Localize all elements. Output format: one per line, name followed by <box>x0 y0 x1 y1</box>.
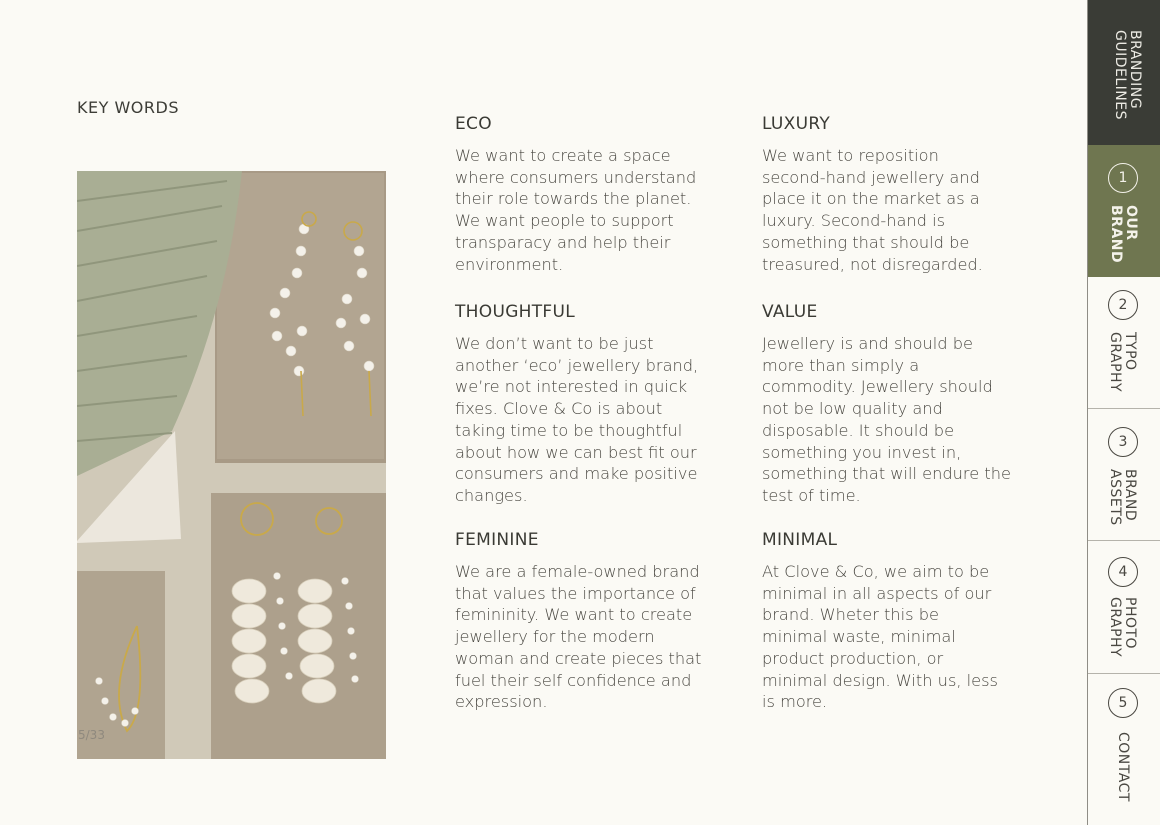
keyword-text: Jewellery is and should be more than simply a commodity. Jewellery should not be low quality and disposable. It should be something you invest in, something that will endure the test of time. <box>762 334 1011 505</box>
tab-label: BRAND ASSETS <box>1107 469 1138 526</box>
tab-typography[interactable] <box>1088 277 1160 409</box>
tab-number-circle: 4 <box>1108 557 1138 587</box>
keyword-title: LUXURY <box>762 114 831 134</box>
tab-label: OUR BRAND <box>1108 205 1139 264</box>
keyword-title: ECO <box>455 114 492 134</box>
sidebar-nav <box>1087 0 1160 825</box>
tab-label: TYPO GRAPHY <box>1107 332 1138 393</box>
keyword-minimal <box>762 530 1022 713</box>
tab-label: CONTACT <box>1115 732 1131 802</box>
tab-contact[interactable] <box>1088 674 1160 825</box>
keyword-text: We don’t want to be just another ‘eco’ jewellery brand, we’re not interested in quick fixes. Clove & Co is about taking time to be thoughtful about how we can best fit our consumers and make positive changes. <box>455 334 699 505</box>
tab-photography[interactable] <box>1088 541 1160 674</box>
keyword-eco <box>455 114 715 275</box>
keyword-text: At Clove & Co, we aim to be minimal in all aspects of our brand. Wheter this be minimal waste, minimal product production, or minimal design. With us, less is more. <box>762 562 998 712</box>
brand-label: BRANDING GUIDELINES <box>1112 30 1143 120</box>
keyword-title: MINIMAL <box>762 530 838 550</box>
tab-number-circle: 2 <box>1108 290 1138 320</box>
keyword-thoughtful <box>455 302 715 507</box>
keyword-text: We want to reposition second-hand jewellery and place it on the market as a luxury. Second-hand is something that should be treasured, not disregarded. <box>762 146 983 274</box>
tab-label: PHOTO GRAPHY <box>1107 597 1138 658</box>
keyword-title: VALUE <box>762 302 818 322</box>
keyword-luxury <box>762 114 1022 275</box>
tab-our-brand[interactable] <box>1088 145 1160 277</box>
keyword-feminine <box>455 530 715 713</box>
keyword-text: We are a female-owned brand that values the importance of femininity. We want to create jewellery for the modern woman and create pieces that fuel their self confidence and expression. <box>455 562 702 712</box>
tab-number-circle: 5 <box>1108 688 1138 718</box>
keyword-title: THOUGHTFUL <box>455 302 576 322</box>
tab-number-circle: 3 <box>1108 427 1138 457</box>
keyword-title: FEMININE <box>455 530 539 550</box>
page-number: 5/33 <box>78 728 105 742</box>
jewellery-photo <box>77 171 386 759</box>
keyword-value <box>762 302 1022 507</box>
tab-number-circle: 1 <box>1108 163 1138 193</box>
tab-brand-assets[interactable] <box>1088 409 1160 541</box>
keyword-text: We want to create a space where consumers understand their role towards the planet. We want people to support transparacy and help their environment. <box>455 146 697 274</box>
section-label: KEY WORDS <box>77 98 179 117</box>
sidebar-brand <box>1088 0 1160 145</box>
